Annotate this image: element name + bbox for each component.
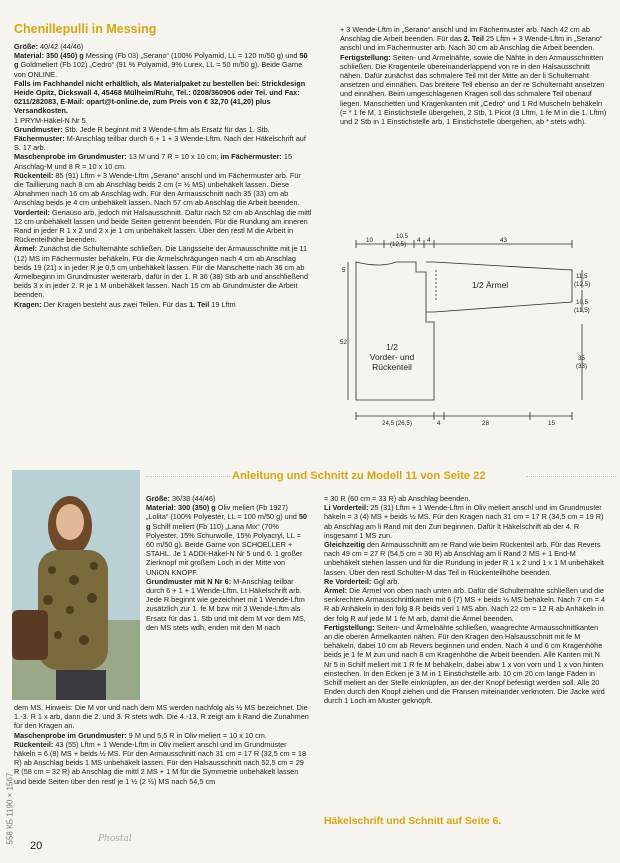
diagram-label: (11,5) (574, 307, 590, 314)
diagram-label: 52 (340, 339, 347, 346)
heading-rule-right (526, 476, 616, 478)
body-label-3: Rückenteil (372, 362, 412, 372)
image-info-strip (0, 680, 15, 855)
diagram-label: 28 (482, 420, 489, 427)
model2-right-column: = 30 R (60 cm = 33 R) ab Anschlag beenden. Li Vorderteil: 25 (31) Lftm + 1 Wende-Lftm in Oliv meliert anschl und im Grundmuster häkeln = 3 (4) MS + beids ½ MS. Für den Kragen nach 31 cm = 17 R (34,5 cm = 19 R) ab Anschlag am li Rand mit den Zun beginnen. Dafür lt Häkelschrift ab der 4. R insgesamt 1 MS zun. Gleichzeitig den Armausschnitt am re Rand wie beim Rückenteil arb. Für das Revers nach 49 cm = 27 R (54,5 cm = 30 R) ab Anschlag am li Rand 2 MS + 1 End-M unbehäkelt stehen lassen und für die Rundung in jeder R 1 x 2 und 1 x 1 M unbehäkelt lassen. Über den restl Schulter-M das Teil in Rückenteilhöhe beenden. Re Vorderteil: Ggl arb. Ärmel: Die Ärmel von oben nach unten arb. Dafür die Schulternähte schließen und die senkrechten Armausschnittkanten mit 6 (7) MS + beids ½ MS behäkeln. Nach 7 cm = 4 R ab Anhäkeln in den folg 8 R beids verl 1 MS abn. Nach 22 cm = 12 R ab Anhäkeln in der folg R auf jede M 1 fe M arb, damit die Ärmel beenden. Fertigstellung: Seiten- und Ärmelnähte schließen, waagrechte Armausschnittkanten an die oberen Ärmelkanten nähen. Für den Kragen den Halsausschnitt mit fe M behäkeln, dabei 10 cm ab Revers beginnen und enden. Nach 4 und 6 cm Kragenhöhe beids je 1 fe M zun und nach 8 cm Kragenhöhe die Arbeit beenden. Alle Kanten mit N Nr 5 in Schilf meliert mit 1 R fe M behäkeln, dabei abw 1 x von vorn und 1 x von hinten einstechen. In den Ecken je 3 M in 1 Einstichstelle arb. 10 cm 20 cm lange Fäden in Schilf meliert an der Stelle einknüpfen, an der der Knopf befestigt werden soll. Alle 20 Enden durch den Knopf ziehen und die Fransen miteinander verknoten. Die Jacke wird durch 1 Loch im Muster geknöpft. (324, 494, 606, 706)
model-photo (12, 470, 140, 700)
heading-rule-left (146, 476, 230, 478)
diagram-label: 11,5 (576, 273, 588, 280)
diagram-label: 10,5 (576, 299, 589, 306)
body-label-2: Vorder- und (369, 352, 415, 362)
model1-title: Chenillepulli in Messing (14, 22, 157, 36)
diagram-label: (12,5) (574, 281, 591, 288)
diagram-label: 24,5 (26,5) (382, 420, 412, 427)
sewing-pattern-diagram (340, 232, 602, 432)
diagram-label: 4 (427, 237, 431, 244)
sleeve-label: 1/2 Ärmel (471, 280, 509, 290)
diagram-label: 5 (342, 267, 346, 274)
diagram-label: (12,5) (390, 241, 407, 248)
model2-heading: Anleitung und Schnitt zu Modell 11 von Seite 22 (232, 470, 486, 482)
model1-left-column: Größe: 40/42 (44/46) Material: 350 (450) g Messing (Fb 03) „Serano“ (100% Polyamid, LL = 120 m/50 g) und 50 g Goldmeliert (Fb 102) „Cedro“ (91 % Polyamid, 9% Lurex, LL = 50 m/50 g). Beide Garne von ONLINE. Falls im Fachhandel nicht erhältlich, als Materialpaket zu bestellen bei: Strickdesign Heide Opitz, Dickswall 4, 45468 Mülheim/Ruhr, Tel.: 0208/360906 oder Tel. und Fax: 0211/282083, E-Mail: opart@t-online.de, zum Preis von € 32,70 (41,20) plus Versandkosten. 1 PRYM-Häkel-N Nr 5. Grundmuster: Stb. Jede R beginnt mit 3 Wende-Lftm als Ersatz für das 1. Stb. Fächermuster: M-Anschlag teilbar durch 6 + 1 + 3 Wende-Lftm. Nach der Häkelschrift auf S. 17 arb. Maschenprobe im Grundmuster: 13 M und 7 R = 10 x 10 cm; im Fächermuster: 15 Anschlag-M und 8 R = 10 x 10 cm. Rückenteil: 85 (91) Lftm + 3 Wende-Lftm „Serano“ anschl und im Fächermuster arb. Für die Taillierung nach 8 cm ab Anschlag beids 2 cm (= ½ MS) unbehäkelt lassen. Diese Abnahmen nach 16 cm ab Anschlag wdh. Für den Armausschnitt nach 35 (33) cm ab Anschlag beids je 4 cm unbehäkelt lassen. Nach 57 cm ab Anschlag die Arbeit beenden. Vorderteil: Genauso arb, jedoch mit Halsausschnitt. Dafür nach 52 cm ab Anschlag die mittl 12 cm unbehäkelt lassen und beide Seiten getrennt beenden. Für die Rundung am inneren Rand in jeder R 1 x 2 und 2 x je 1 cm unbehäkelt lassen. Über den restl M die Arbeit in Rückenteilhöhe beenden. Ärmel: Zunächst die Schulternähte schließen. Die Längsseite der Armausschnitte mit je 11 (12) MS im Fächermuster behäkeln. Für die Ärmelschrägungen nach 4 cm ab Anschlag beids 19 (21) x in jeder R je 0,5 cm unbehäkelt lassen. Für die Manschette nach 36 cm ab Ärmelbeginn im Grundmuster weiterarb, dafür in der 1. R 36 (38) Stb arb und anschließend beids 3 x in jeder 2. R je 1 M unbehäkelt lassen. Nach 15 cm ab Grundmuster die Arbeit beenden. Kragen: Der Kragen besteht aus zwei Teilen. Für das 1. Teil 19 Lftm (14, 42, 312, 309)
diagram-label: 4 (417, 237, 421, 244)
body-label-1: 1/2 (386, 342, 398, 352)
diagram-label: 4 (437, 420, 441, 427)
page-number: 20 (30, 840, 43, 852)
diagram-label: 15 (548, 420, 555, 427)
diagram-label: 10,5 (396, 233, 409, 240)
model1-right-column: + 3 Wende-Lftm in „Serano“ anschl und im Fächermuster arb. Nach 42 cm ab Anschlag die Arbeit beenden. Für das 2. Teil 25 Lftm + 3 Wende-Lftm in „Serano“ anschl und im Fächermuster arb. Nach 30 cm ab Anschlag die Arbeit beenden. Fertigstellung: Seiten- und Ärmelnähte, sowie die Nähte in den Armausschnitten schließen. Die Kragenteile übereinanderlappend von re in den Halsausschnitt nähen. Dafür zunächst das schmalere Teil mit der Mitte an der li Schulternaht ansetzen und einnähen. Das breitere Teil ebenso an der re Schulternaht ansetzen und einnähen. Beim umgeschlagenen Kragen soll das schmalere Teil obenauf liegen. Manschetten und Kragenkanten mit „Cedro“ und 1 Rd Muscheln behäkeln (= * 1 fe M, 1 Einstichstelle übergehen, 2 Stb, 1 Picot (3 Lftm, 1 fe M in die 1. Lftm) und 2 Stb in 1 Einstichstelle arb, 1 Einstichstelle übergehen, ab * stets wdh). (340, 25, 607, 127)
diagram-label: 10 (366, 237, 373, 244)
image-info-text: 558 КБ 1190 × 1567 (5, 772, 15, 845)
diagram-label: 35 (578, 355, 585, 362)
diagram-label: 43 (500, 237, 507, 244)
watermark: Phostal (98, 834, 132, 844)
model2-narrow-column: Größe: 36/38 (44/46) Material: 300 (350) g Oliv meliert (Fb 1927) „Lolita“ (100% Polyester, LL = 100 m/50 g) und 50 g Schilf meliert (Fb 110) „Lana Mix“ (70% Polyester, 15% Schurwolle, 15% Polyacryl, LL = 60 m/50 g). Beide Garne von SCHOELLER + STAHL. Je 1 ADDI-Häkel-N Nr 5 und 6. 1 großer Zierknopf mit großem Loch in der Mitte von UNION KNOPF. Grundmuster mit N Nr 6: M-Anschlag teilbar durch 6 + 1 + 1 Wende-Lftm. Lt Häkelschrift arb. Jede R beginnt wie gezeichnet mit 1 Wende-Lftm zusätzlich zur 1. fe M bzw mit 3 Wende-Lftm als Ersatz für das 1. Stb und mit dem M vor dem MS, den MS stets wdh, enden mit den M nach (146, 494, 307, 632)
model2-footer: Häkelschrift und Schnitt auf Seite 6. (324, 816, 502, 827)
diagram-label: (33) (576, 363, 588, 370)
model2-wide-column: dem MS. Hinweis: Die M vor und nach dem MS werden nachfolg als ½ MS bezeichnet. Die 1.-3. R 1 x arb, dann die 2. und 3. R stets wdh. Die 4.-13. R zeigt am li Rand die Zunahmen für den Kragen an. Maschenprobe im Grundmuster: 9 M und 5,5 R in Oliv meliert = 10 x 10 cm. Rückenteil: 43 (55) Lftm + 1 Wende-Lftm in Oliv meliert anschl und im Grundmuster häkeln = 6 (8) MS + beids ½ MS. Für den Armausschnitt nach 31 cm = 17 R (32,5 cm = 18 R) ab Anschlag beids 1 MS unbehäkelt lassen. Für den Halsausschnitt nach 52,5 cm = 29 R (58 cm = 32 R) ab Anschlag die mittl 2 MS + 1 M für die Symmetrie unbehäkelt lassen und beide Seiten über den restl je 1 ½ (2 ½) MS nach 54,5 cm (14, 703, 309, 786)
